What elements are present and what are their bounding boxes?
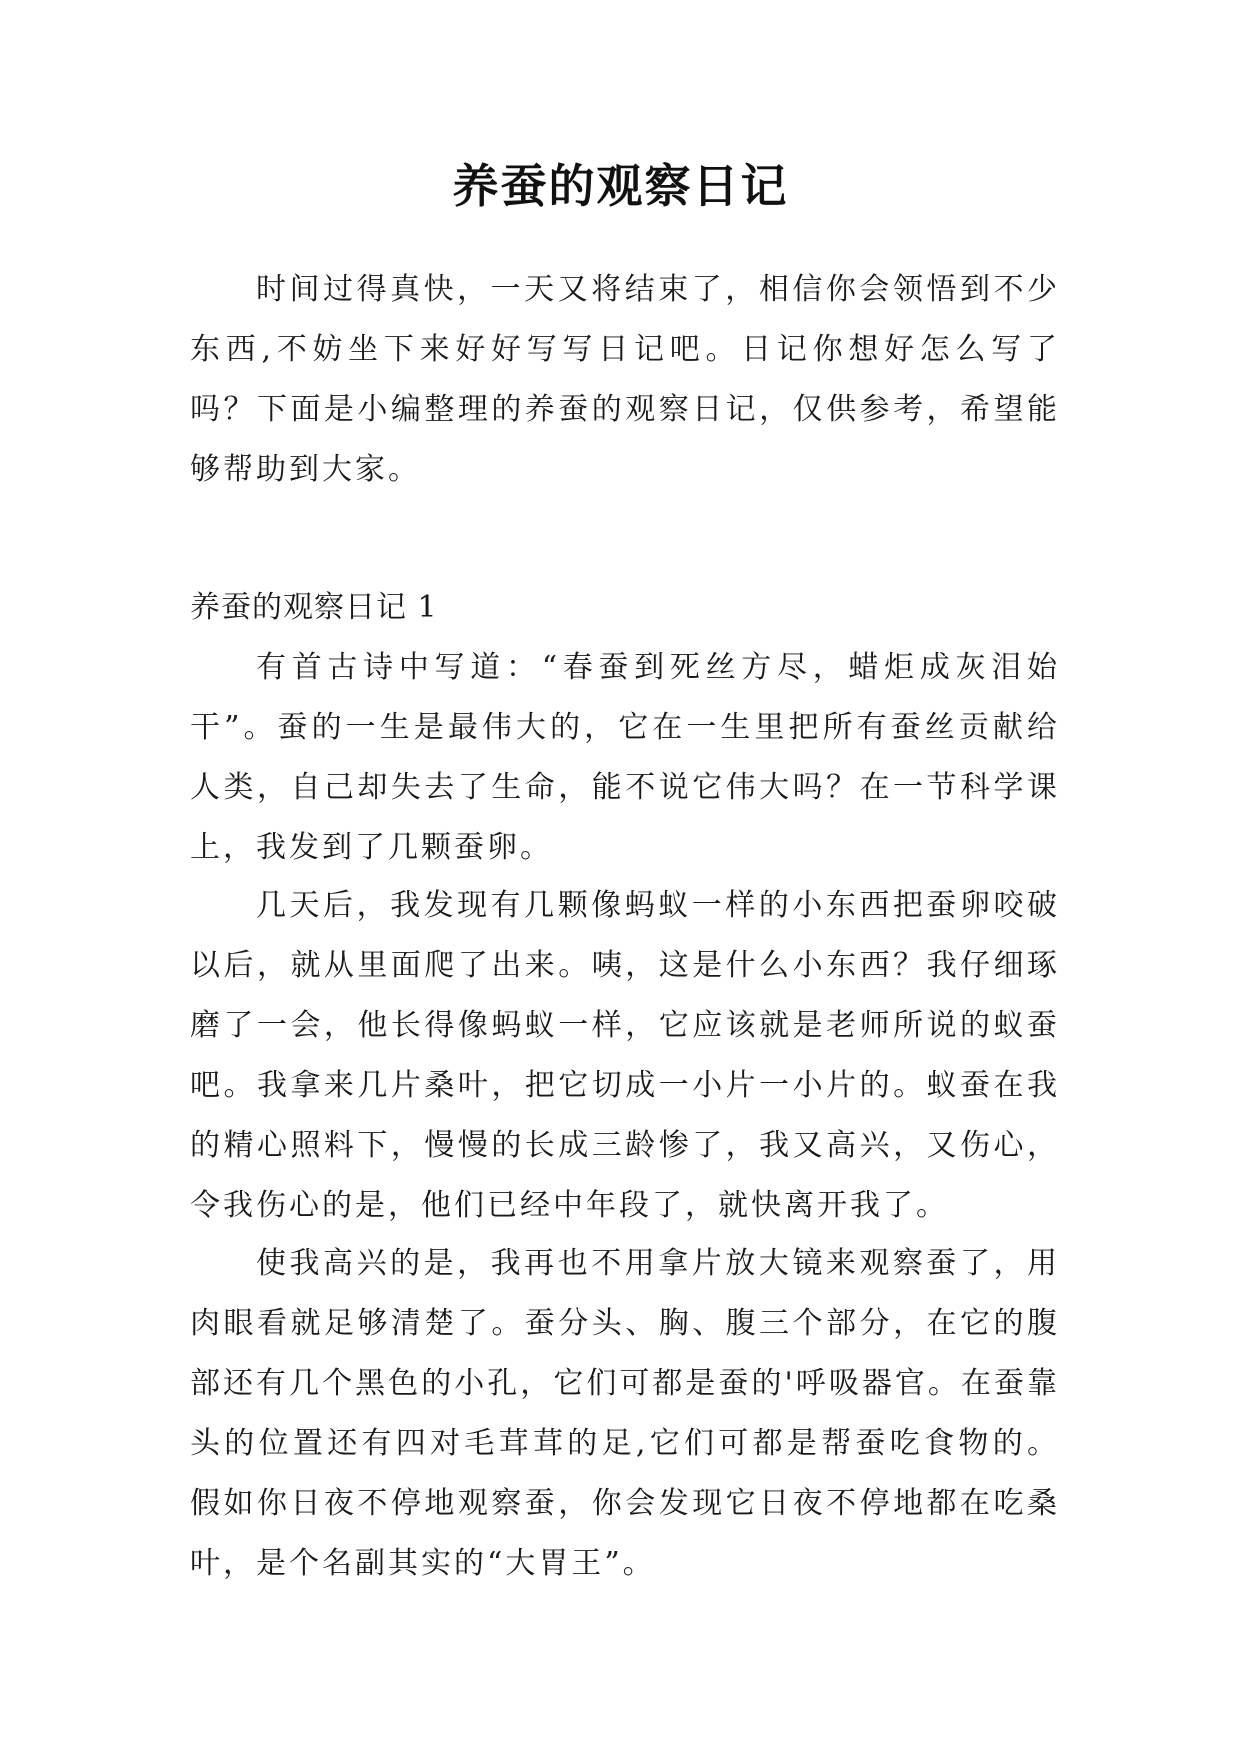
body-paragraph-1: 有首古诗中写道：“春蚕到死丝方尽，蜡炬成灰泪始干”。蚕的一生是最伟大的，它在一生里把所有蚕丝贡献给人类，自己却失去了生命，能不说它伟大吗？在一节科学课上，我发到了几颗蚕卵。 xyxy=(190,650,1060,865)
page-title: 养蚕的观察日记 xyxy=(452,159,789,213)
body-paragraph-2: 几天后，我发现有几颗像蚂蚁一样的小东西把蚕卵咬破以后，就从里面爬了出来。咦，这是什么小东西？我仔细琢磨了一会，他长得像蚂蚁一样，它应该就是老师所说的蚁蚕吧。我拿来几片桑叶，把它切成一小片一小片的。蚁蚕在我的精心照料下，慢慢的长成三龄惨了，我又高兴，又伤心，令我伤心的是，他们已经中年段了，就快离开我了。 xyxy=(190,888,1060,1223)
section-heading: 养蚕的观察日记 1 xyxy=(190,590,438,625)
body-paragraph-3: 使我高兴的是，我再也不用拿片放大镜来观察蚕了，用肉眼看就足够清楚了。蚕分头、胸、腹三个部分，在它的腹部还有几个黑色的小孔，它们可都是蚕的'呼吸器官。在蚕靠头的位置还有四对毛茸茸的足,它们可都是帮蚕吃食物的。假如你日夜不停地观察蚕，你会发现它日夜不停地都在吃桑叶，是个名副其实的“大胃王”。 xyxy=(190,1246,1060,1581)
intro-paragraph: 时间过得真快，一天又将结束了，相信你会领悟到不少东西,不妨坐下来好好写写日记吧。日记你想好怎么写了吗？下面是小编整理的养蚕的观察日记，仅供参考，希望能够帮助到大家。 xyxy=(190,272,1060,487)
